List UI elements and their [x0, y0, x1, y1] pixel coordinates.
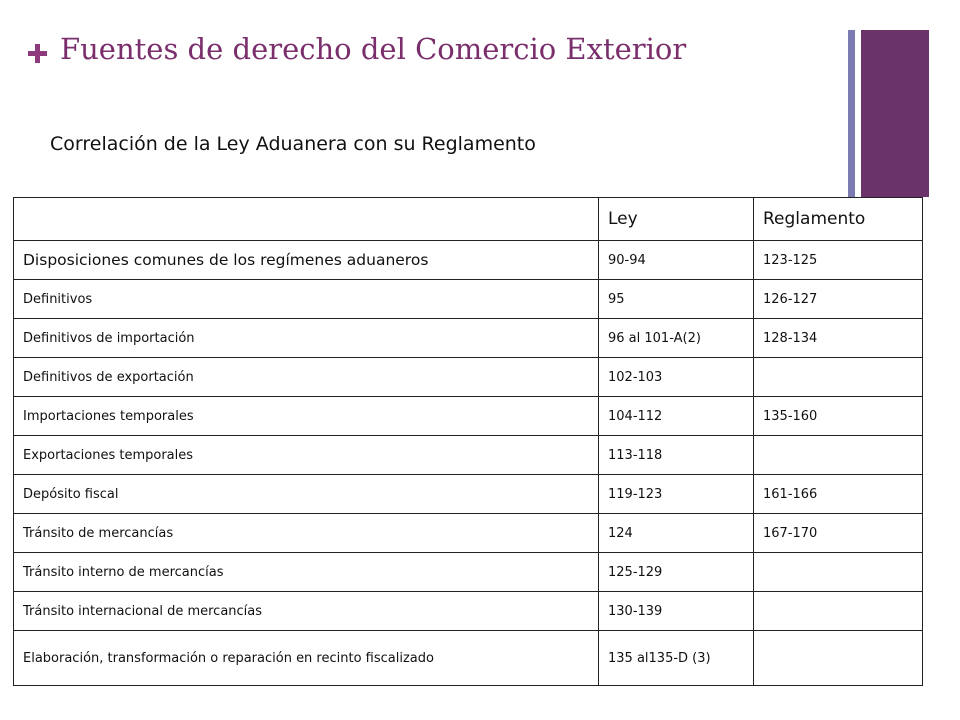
accent-bar-thin: [848, 30, 855, 197]
cell-ley: 102-103: [599, 358, 754, 397]
cell-ley: 113-118: [599, 436, 754, 475]
cell-reglamento: [754, 592, 923, 631]
cell-reglamento: [754, 631, 923, 686]
cell-concepto: Depósito fiscal: [14, 475, 599, 514]
cell-concepto: Tránsito internacional de mercancías: [14, 592, 599, 631]
cell-concepto: Exportaciones temporales: [14, 436, 599, 475]
table-row: [14, 592, 923, 631]
table-row: [14, 397, 923, 436]
table-row: [14, 280, 923, 319]
correlation-table: [13, 197, 923, 686]
cell-ley: 95: [599, 280, 754, 319]
cell-concepto: Elaboración, transformación o reparación en recinto fiscalizado: [14, 631, 599, 686]
table-header-row: [14, 198, 923, 241]
accent-bar-thick: [861, 30, 929, 197]
cell-ley: 90-94: [599, 241, 754, 280]
cell-reglamento: [754, 436, 923, 475]
cell-reglamento: 167-170: [754, 514, 923, 553]
slide-subtitle: Correlación de la Ley Aduanera con su Reglamento: [50, 133, 536, 155]
slide-title: Fuentes de derecho del Comercio Exterior: [60, 32, 687, 66]
cell-reglamento: 126-127: [754, 280, 923, 319]
cell-ley: 135 al135-D (3): [599, 631, 754, 686]
header-ley: Ley: [599, 198, 754, 241]
cell-concepto: Definitivos de importación: [14, 319, 599, 358]
header-concepto: [14, 198, 599, 241]
cell-concepto: Importaciones temporales: [14, 397, 599, 436]
cell-concepto: Definitivos: [14, 280, 599, 319]
cell-ley: 124: [599, 514, 754, 553]
cell-reglamento: [754, 358, 923, 397]
table-row: [14, 631, 923, 686]
cell-reglamento: 135-160: [754, 397, 923, 436]
table-row: [14, 241, 923, 280]
cell-concepto: Definitivos de exportación: [14, 358, 599, 397]
table-row: [14, 553, 923, 592]
cell-concepto: Disposiciones comunes de los regímenes aduaneros: [14, 241, 599, 280]
cell-ley: 104-112: [599, 397, 754, 436]
cell-concepto: Tránsito de mercancías: [14, 514, 599, 553]
cell-concepto: Tránsito interno de mercancías: [14, 553, 599, 592]
header-reglamento: Reglamento: [754, 198, 923, 241]
cell-ley: 125-129: [599, 553, 754, 592]
table-row: [14, 319, 923, 358]
plus-icon: [27, 42, 49, 64]
cell-reglamento: 123-125: [754, 241, 923, 280]
table-row: [14, 475, 923, 514]
table-row: [14, 514, 923, 553]
cell-reglamento: [754, 553, 923, 592]
cell-ley: 119-123: [599, 475, 754, 514]
cell-reglamento: 161-166: [754, 475, 923, 514]
cell-ley: 130-139: [599, 592, 754, 631]
table-row: [14, 436, 923, 475]
cell-reglamento: 128-134: [754, 319, 923, 358]
table-row: [14, 358, 923, 397]
cell-ley: 96 al 101-A(2): [599, 319, 754, 358]
